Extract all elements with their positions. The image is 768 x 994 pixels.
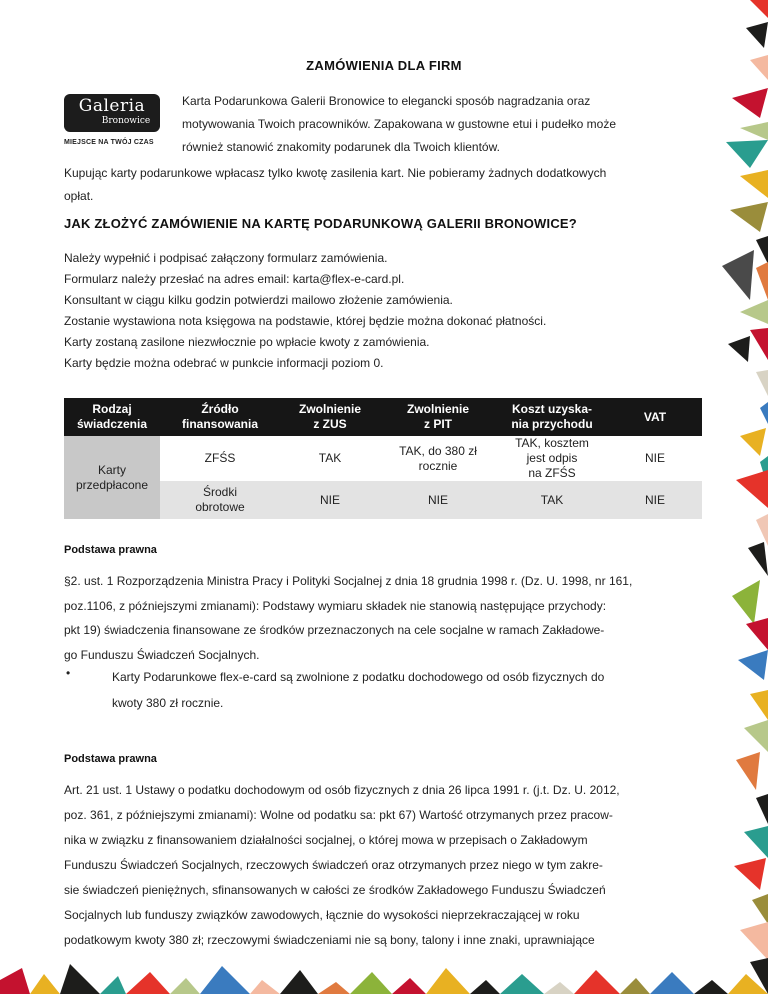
logo-sub: Bronowice bbox=[101, 116, 151, 126]
cell-pit: TAK, do 380 zł rocznie bbox=[380, 436, 496, 481]
header-zus-exemption: Zwolnienie z ZUS bbox=[280, 398, 380, 436]
legal-line: poz. 361, z późniejszymi zmianami): Wolne od podatku sa: pkt 67) Wartość otrzymanych przez pracow- bbox=[64, 808, 613, 822]
step-item: Karty będzie można odebrać w punkcie informacji poziom 0. bbox=[64, 356, 384, 370]
order-steps bbox=[64, 248, 724, 374]
row-label-prepaid-cards: Karty przedpłacone bbox=[64, 436, 160, 519]
cell-cost: TAK, kosztem jest odpis na ZFŚS bbox=[496, 436, 608, 481]
galeria-logo bbox=[64, 94, 160, 132]
legal-basis-heading-2: Podstawa prawna bbox=[64, 753, 157, 765]
paragraph-line: opłat. bbox=[64, 189, 94, 203]
intro-line: Karta Podarunkowa Galerii Bronowice to elegancki sposób nagradzania oraz bbox=[182, 94, 591, 108]
header-vat: VAT bbox=[608, 398, 702, 436]
header-cost: Koszt uzyska- nia przychodu bbox=[496, 398, 608, 436]
bullet-line: kwoty 380 zł rocznie. bbox=[112, 696, 224, 710]
cell-vat: NIE bbox=[608, 481, 702, 519]
header-benefit-type: Rodzaj świadczenia bbox=[64, 398, 160, 436]
cell-zus: TAK bbox=[280, 436, 380, 481]
table-row bbox=[64, 481, 702, 519]
step-item: Należy wypełnić i podpisać załączony formularz zamówienia. bbox=[64, 251, 388, 265]
step-item: Konsultant w ciągu kilku godzin potwierdzi mailowo złożenie zamówienia. bbox=[64, 293, 453, 307]
mosaic-decoration-bottom bbox=[0, 960, 768, 994]
page-title: ZAMÓWIENIA DLA FIRM bbox=[306, 58, 462, 73]
legal-line: podatkowym kwoty 380 zł; rzeczowymi świadczeniami nie są bony, talony i inne znaki, uprawniające bbox=[64, 933, 595, 947]
legal-line: poz.1106, z późniejszymi zmianami): Podstawy wymiaru składek nie stanowią następujące przychody: bbox=[64, 598, 607, 613]
legal-basis-heading-1: Podstawa prawna bbox=[64, 544, 157, 556]
how-to-order-heading: JAK ZŁOŻYĆ ZAMÓWIENIE NA KARTĘ PODARUNKOWĄ GALERII BRONOWICE? bbox=[64, 216, 577, 231]
intro-line: również stanowić znakomity podarunek dla Twoich klientów. bbox=[182, 140, 500, 154]
legal-line: pkt 19) świadczenia finansowane ze środków przeznaczonych na cele socjalne w ramach Zakładowe- bbox=[64, 623, 605, 637]
intro-text bbox=[182, 90, 702, 159]
legal-line: nika w związku z finansowaniem działalności socjalnej, o której mowa w przepisach o Zakładowym bbox=[64, 833, 588, 847]
bullet-icon: • bbox=[66, 666, 71, 680]
cell-vat: NIE bbox=[608, 436, 702, 481]
legal-line: §2. ust. 1 Rozporządzenia Ministra Pracy i Polityki Socjalnej z dnia 18 grudnia 1998 r. (Dz. U. 1998, nr 161, bbox=[64, 574, 633, 588]
cell-source: ZFŚS bbox=[160, 436, 280, 481]
logo-tagline: MIEJSCE NA TWÓJ CZAS bbox=[64, 139, 154, 146]
legal-line: Socjalnych lub funduszy związków zawodowych, łącznie do wysokości nieprzekraczającej w roku bbox=[64, 908, 580, 922]
step-item: Zostanie wystawiona nota księgowa na podstawie, której będzie można dokonać płatności. bbox=[64, 314, 547, 328]
legal-basis-text-1 bbox=[64, 569, 712, 667]
header-funding-source: Źródło finansowania bbox=[160, 398, 280, 436]
table-row bbox=[64, 436, 702, 481]
cell-cost: TAK bbox=[496, 481, 608, 519]
logo-name: Galeria bbox=[78, 96, 146, 116]
table-header-row bbox=[64, 398, 702, 436]
mosaic-decoration-right bbox=[720, 0, 768, 994]
header-pit-exemption: Zwolnienie z PIT bbox=[380, 398, 496, 436]
paragraph-line: Kupując karty podarunkowe wpłacasz tylko kwotę zasilenia kart. Nie pobieramy żadnych dodatkowych bbox=[64, 166, 607, 180]
legal-basis-text-2 bbox=[64, 778, 712, 953]
cell-source: Środki obrotowe bbox=[160, 481, 280, 519]
legal-line: Art. 21 ust. 1 Ustawy o podatku dochodowym od osób fizycznych z dnia 26 lipca 1991 r. (j.t. Dz. U. 2012, bbox=[64, 783, 620, 797]
cell-pit: NIE bbox=[380, 481, 496, 519]
bullet-text bbox=[112, 664, 712, 716]
payment-paragraph bbox=[64, 162, 714, 208]
legal-line: sie świadczeń pieniężnych, sfinansowanych w całości ze środków Zakładowego Funduszu Świadczeń bbox=[64, 883, 606, 897]
legal-line: go Funduszu Świadczeń Socjalnych. bbox=[64, 647, 260, 662]
intro-line: motywowania Twoich pracowników. Zapakowana w gustowne etui i pudełko może bbox=[182, 117, 617, 131]
bullet-line: Karty Podarunkowe flex-e-card są zwolnione z podatku dochodowego od osób fizycznych do bbox=[112, 670, 605, 684]
exemption-table bbox=[64, 398, 702, 519]
step-item: Karty zostaną zasilone niezwłocznie po wpłacie kwoty z zamówienia. bbox=[64, 335, 430, 349]
cell-zus: NIE bbox=[280, 481, 380, 519]
legal-line: Funduszu Świadczeń Socjalnych, rzeczowych świadczeń oraz otrzymanych przez niego w tym zakre- bbox=[64, 858, 603, 872]
step-item: Formularz należy przesłać na adres email: karta@flex-e-card.pl. bbox=[64, 272, 405, 286]
